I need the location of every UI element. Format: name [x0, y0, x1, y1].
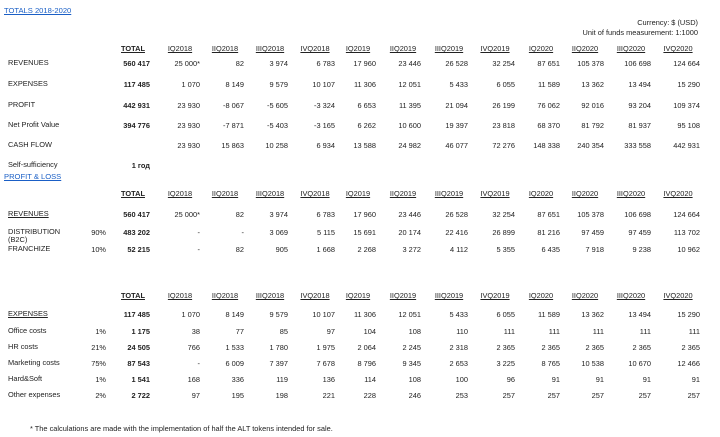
pl_expenses-cell: 257: [547, 391, 560, 400]
totals-cell: 23 930: [177, 141, 200, 150]
pl-rev-col-header-ivq2019: IVQ2019: [480, 189, 510, 198]
totals-cell: 106 698: [624, 59, 651, 68]
totals-cell: 23 930: [177, 121, 200, 131]
totals-cell: 11 306: [353, 80, 376, 89]
pl_expenses-row-label: EXPENSES: [8, 309, 48, 318]
pl_expenses-row-pct: 2%: [95, 391, 106, 400]
totals-row-total: 560 417: [123, 59, 150, 68]
totals-cell: 46 077: [445, 141, 468, 150]
pl-exp-col-header-ivq2020: IVQ2020: [663, 291, 693, 300]
pl_expenses-cell: 111: [548, 326, 560, 336]
totals-cell: -5 403: [267, 121, 288, 131]
pl_revenues-cell: 97 459: [628, 228, 651, 237]
pl_revenues-row-label: REVENUES: [8, 209, 49, 218]
pl_expenses-cell: 2 653: [449, 358, 468, 368]
pl-exp-col-header-ivq2019: IVQ2019: [480, 291, 510, 300]
pl_expenses-cell: 38: [191, 326, 200, 336]
pl_expenses-cell: 108: [408, 326, 421, 336]
totals-cell: 124 664: [673, 59, 700, 68]
pl_expenses-cell: 7 397: [269, 358, 288, 368]
pl_revenues-row-pct: 90%: [91, 228, 106, 237]
pl-rev-col-header-iiq2018: IIQ2018: [211, 189, 239, 198]
footnote: * The calculations are made with the implementation of half the ALT tokens intended for sale.: [30, 424, 333, 433]
pl_expenses-cell: 257: [502, 391, 515, 400]
totals-cell: 442 931: [673, 141, 700, 150]
totals-cell: 240 354: [577, 141, 604, 150]
pl_revenues-cell: 105 378: [577, 210, 604, 219]
pl_expenses-cell: 253: [455, 391, 468, 400]
pl_revenues-cell: 22 416: [445, 228, 468, 237]
pl_revenues-cell: 905: [275, 245, 288, 254]
pl_revenues-row-label: DISTRIBUTION (B2C): [8, 227, 61, 244]
pl_expenses-row-total: 117 485: [123, 310, 150, 319]
totals-col-header-iq2020: IQ2020: [528, 44, 554, 53]
totals-cell: 13 362: [581, 80, 604, 89]
pl-rev-col-header-iiiq2018: IIIQ2018: [255, 189, 285, 198]
pl_expenses-cell: 2 245: [402, 342, 421, 352]
totals-cell: 109 374: [673, 101, 700, 110]
totals-cell: 6 934: [316, 141, 335, 150]
pl_revenues-cell: 7 918: [585, 245, 604, 254]
totals-cell: 81 792: [581, 121, 604, 131]
pl_expenses-cell: 2 365: [496, 342, 515, 352]
pl_expenses-cell: 257: [638, 391, 651, 400]
totals-cell: -8 067: [223, 101, 244, 110]
pl_revenues-cell: -: [197, 245, 200, 254]
pl_expenses-cell: 2 365: [681, 342, 700, 352]
profit-loss-link[interactable]: PROFIT & LOSS: [4, 172, 62, 181]
totals-col-header-iiq2018: IIQ2018: [211, 44, 239, 53]
pl_revenues-cell: 124 664: [673, 210, 700, 219]
pl_expenses-row-total: 2 722: [131, 391, 150, 400]
totals-cell: 13 588: [353, 141, 376, 150]
pl-exp-col-header-total: TOTAL: [121, 291, 145, 300]
pl_expenses-cell: 6 009: [225, 358, 244, 368]
pl-exp-col-header-iiiq2020: IIIQ2020: [616, 291, 646, 300]
pl_expenses-cell: 198: [275, 391, 288, 400]
totals-cell: 19 397: [445, 121, 468, 131]
pl_expenses-row-label: Other expenses: [8, 390, 61, 399]
pl_revenues-row-total: 52 215: [127, 245, 150, 254]
totals-cell: 11 589: [537, 80, 560, 89]
pl_expenses-row-pct: 75%: [91, 358, 106, 368]
pl_revenues-cell: 25 000*: [174, 210, 200, 219]
totals-col-header-iq2019: IQ2019: [345, 44, 371, 53]
pl_expenses-cell: 96: [506, 374, 515, 384]
pl_expenses-cell: 10 670: [628, 358, 651, 368]
totals-cell: 6 783: [316, 59, 335, 68]
totals-cell: -5 605: [267, 101, 288, 110]
pl-rev-col-header-ivq2018: IVQ2018: [300, 189, 330, 198]
totals-row-label: EXPENSES: [8, 79, 48, 88]
pl_revenues-cell: 5 355: [496, 245, 515, 254]
pl_revenues-cell: 20 174: [398, 228, 421, 237]
totals-col-header-iiiq2020: IIIQ2020: [616, 44, 646, 53]
totals-row-label: Self-sufficiency: [8, 160, 58, 169]
totals-cell: 10 107: [312, 80, 335, 89]
pl_revenues-cell: 5 115: [317, 228, 335, 237]
pl-exp-col-header-ivq2018: IVQ2018: [300, 291, 330, 300]
totals-cell: 17 960: [353, 59, 376, 68]
totals-row-total: 442 931: [123, 101, 150, 110]
totals-cell: 95 108: [677, 121, 700, 131]
pl_expenses-row-label: HR costs: [8, 341, 38, 351]
pl_expenses-row-pct: 1%: [95, 326, 106, 336]
pl_expenses-cell: 77: [235, 326, 244, 336]
pl-exp-col-header-iiq2020: IIQ2020: [571, 291, 599, 300]
pl-exp-col-header-iiiq2018: IIIQ2018: [255, 291, 285, 300]
totals-cell: 8 149: [225, 80, 244, 89]
totals-cell: 68 370: [537, 121, 560, 131]
pl_revenues-cell: 1 668: [316, 245, 335, 254]
pl-exp-col-header-iq2020: IQ2020: [528, 291, 554, 300]
pl_revenues-cell: 106 698: [624, 210, 651, 219]
pl_revenues-cell: 9 238: [632, 245, 651, 254]
pl-rev-col-header-iiiq2020: IIIQ2020: [616, 189, 646, 198]
pl_expenses-cell: -: [197, 358, 200, 368]
totals-col-header-iq2018: IQ2018: [167, 44, 193, 53]
totals-cell: 10 600: [398, 121, 421, 131]
pl_revenues-cell: 6 435: [541, 245, 560, 254]
pl_expenses-cell: 100: [455, 374, 468, 384]
pl_revenues-row-pct: 10%: [91, 245, 106, 254]
totals-cell: 26 199: [492, 101, 515, 110]
pl_expenses-row-label: Office costs: [8, 325, 47, 335]
pl-rev-col-header-total: TOTAL: [121, 189, 145, 198]
pl_expenses-cell: 1 975: [316, 342, 335, 352]
pl_expenses-cell: 91: [642, 374, 651, 384]
pl_expenses-cell: 91: [691, 374, 700, 384]
totals-cell: 6 055: [496, 80, 515, 89]
totals-col-header-ivq2018: IVQ2018: [300, 44, 330, 53]
totals-cell: 92 016: [581, 101, 604, 110]
totals-cell: 87 651: [537, 59, 560, 68]
pl_expenses-cell: 1 070: [181, 310, 200, 319]
pl_expenses-cell: 2 365: [585, 342, 604, 352]
totals-link[interactable]: TOTALS 2018-2020: [4, 6, 72, 15]
pl_expenses-cell: 5 433: [449, 310, 468, 319]
pl_revenues-cell: 26 528: [445, 210, 468, 219]
pl_expenses-cell: 111: [592, 326, 604, 336]
totals-col-header-total: TOTAL: [121, 44, 145, 53]
pl_expenses-row-total: 87 543: [127, 358, 150, 368]
pl_expenses-cell: 8 149: [225, 310, 244, 319]
pl_revenues-cell: 32 254: [492, 210, 515, 219]
totals-row-total: 117 485: [123, 80, 150, 89]
pl-rev-col-header-ivq2020: IVQ2020: [663, 189, 693, 198]
pl_expenses-cell: 104: [363, 326, 376, 336]
pl_expenses-cell: 13 494: [628, 310, 651, 319]
pl_revenues-cell: 3 069: [269, 228, 288, 237]
totals-col-header-iiiq2018: IIIQ2018: [255, 44, 285, 53]
totals-cell: 5 433: [449, 80, 468, 89]
totals-cell: 13 494: [628, 80, 651, 89]
pl_expenses-cell: 6 055: [496, 310, 515, 319]
totals-cell: 9 579: [269, 80, 288, 89]
pl_expenses-cell: 11 306: [353, 310, 376, 319]
currency-label: Currency: $ (USD): [637, 18, 698, 27]
pl_expenses-cell: 97: [191, 391, 200, 400]
pl_expenses-cell: 114: [364, 374, 376, 384]
pl_expenses-cell: 7 678: [316, 358, 335, 368]
pl_expenses-cell: 228: [363, 391, 376, 400]
pl-rev-col-header-iiq2020: IIQ2020: [571, 189, 599, 198]
totals-cell: 93 204: [628, 101, 651, 110]
pl_expenses-cell: 10 538: [581, 358, 604, 368]
pl-exp-col-header-iiq2018: IIQ2018: [211, 291, 239, 300]
pl_expenses-row-total: 1 175: [131, 326, 150, 336]
pl_expenses-cell: 221: [322, 391, 335, 400]
totals-col-header-ivq2020: IVQ2020: [663, 44, 693, 53]
pl_expenses-cell: 2 318: [449, 342, 468, 352]
pl_expenses-row-pct: 21%: [91, 342, 106, 352]
pl_expenses-cell: 111: [639, 326, 651, 336]
totals-cell: 23 818: [492, 121, 515, 131]
pl-exp-col-header-iiiq2019: IIIQ2019: [434, 291, 464, 300]
pl_revenues-cell: 23 446: [398, 210, 421, 219]
pl_expenses-cell: 91: [551, 374, 560, 384]
totals-cell: 3 974: [269, 59, 288, 68]
pl_revenues-cell: 2 268: [357, 245, 376, 254]
totals-cell: 21 094: [445, 101, 468, 110]
pl_expenses-row-total: 24 505: [127, 342, 150, 352]
pl_revenues-cell: 113 702: [673, 228, 700, 237]
pl-rev-col-header-iq2020: IQ2020: [528, 189, 554, 198]
pl_expenses-cell: 9 345: [402, 358, 421, 368]
totals-cell: 105 378: [577, 59, 604, 68]
pl_revenues-cell: 10 962: [677, 245, 700, 254]
totals-cell: 26 528: [445, 59, 468, 68]
pl_expenses-row-label: Hard&Soft: [8, 373, 43, 383]
pl_expenses-cell: 111: [503, 326, 515, 336]
pl-rev-col-header-iq2018: IQ2018: [167, 189, 193, 198]
pl_revenues-cell: 4 112: [450, 245, 468, 254]
pl_revenues-cell: 3 974: [269, 210, 288, 219]
pl_expenses-cell: 9 579: [269, 310, 288, 319]
pl_revenues-cell: 26 899: [492, 228, 515, 237]
totals-cell: 6 653: [357, 101, 376, 110]
pl_expenses-row-total: 1 541: [131, 374, 150, 384]
pl_revenues-cell: -: [197, 228, 200, 237]
totals-cell: 10 258: [265, 141, 288, 150]
pl_expenses-cell: 257: [591, 391, 604, 400]
totals-cell: 81 937: [628, 121, 651, 131]
pl_revenues-cell: 17 960: [353, 210, 376, 219]
pl_revenues-cell: 81 216: [537, 228, 560, 237]
pl_expenses-cell: 766: [187, 342, 200, 352]
pl_revenues-row-total: 483 202: [123, 228, 150, 237]
pl_expenses-cell: 195: [231, 391, 244, 400]
totals-cell: 32 254: [492, 59, 515, 68]
totals-cell: 6 262: [357, 121, 376, 131]
pl_expenses-cell: 2 365: [541, 342, 560, 352]
totals-cell: -3 324: [314, 101, 335, 110]
totals-row-total: 394 776: [123, 121, 150, 131]
pl_expenses-cell: 246: [408, 391, 421, 400]
totals-row-label: Net Profit Value: [8, 120, 60, 130]
pl_expenses-cell: 2 064: [357, 342, 376, 352]
pl_expenses-cell: 13 362: [581, 310, 604, 319]
totals-cell: 148 338: [533, 141, 560, 150]
totals-cell: 82: [235, 59, 244, 68]
pl-rev-col-header-iiq2019: IIQ2019: [389, 189, 417, 198]
pl_expenses-cell: 108: [408, 374, 421, 384]
pl_expenses-cell: 111: [688, 326, 700, 336]
pl_revenues-cell: 82: [235, 245, 244, 254]
pl_expenses-cell: 119: [276, 374, 288, 384]
pl_revenues-row-label: FRANCHIZE: [8, 244, 51, 253]
pl_revenues-cell: 87 651: [537, 210, 560, 219]
pl_expenses-cell: 91: [595, 374, 604, 384]
pl_revenues-cell: 3 272: [402, 245, 421, 254]
pl_expenses-cell: 10 107: [312, 310, 335, 319]
totals-cell: 24 982: [398, 141, 421, 150]
pl_expenses-row-label: Marketing costs: [8, 357, 60, 367]
totals-cell: 15 863: [221, 141, 244, 150]
pl_revenues-cell: -: [241, 228, 244, 237]
pl_expenses-cell: 257: [687, 391, 700, 400]
totals-col-header-iiiq2019: IIIQ2019: [434, 44, 464, 53]
pl_expenses-cell: 110: [456, 326, 468, 336]
pl_expenses-cell: 8 796: [357, 358, 376, 368]
totals-col-header-iiq2020: IIQ2020: [571, 44, 599, 53]
totals-row-label: CASH FLOW: [8, 140, 52, 149]
totals-cell: 72 276: [492, 141, 515, 150]
pl_expenses-cell: 12 466: [677, 358, 700, 368]
totals-cell: 15 290: [677, 80, 700, 89]
pl_expenses-cell: 1 533: [225, 342, 244, 352]
pl_expenses-cell: 8 765: [541, 358, 560, 368]
totals-row-total: 1 год: [131, 161, 150, 170]
pl_revenues-cell: 15 691: [353, 228, 376, 237]
pl_expenses-cell: 168: [187, 374, 200, 384]
pl_expenses-row-pct: 1%: [95, 374, 106, 384]
pl_expenses-cell: 12 051: [398, 310, 421, 319]
pl-exp-col-header-iq2018: IQ2018: [167, 291, 193, 300]
totals-cell: 11 395: [398, 101, 421, 110]
unit-label: Unit of funds measurement: 1:1000: [582, 28, 698, 37]
totals-cell: 76 062: [537, 101, 560, 110]
totals-cell: 1 070: [181, 80, 200, 89]
pl_expenses-cell: 2 365: [632, 342, 651, 352]
pl_revenues-cell: 6 783: [316, 210, 335, 219]
totals-cell: 12 051: [398, 80, 421, 89]
pl-rev-col-header-iiiq2019: IIIQ2019: [434, 189, 464, 198]
totals-col-header-ivq2019: IVQ2019: [480, 44, 510, 53]
pl_expenses-cell: 85: [279, 326, 288, 336]
pl_expenses-cell: 3 225: [496, 358, 515, 368]
pl_revenues-row-total: 560 417: [123, 210, 150, 219]
totals-row-label: PROFIT: [8, 100, 36, 109]
pl-exp-col-header-iq2019: IQ2019: [345, 291, 371, 300]
pl_expenses-cell: 97: [326, 326, 335, 336]
pl_expenses-cell: 1 780: [269, 342, 288, 352]
pl-exp-col-header-iiq2019: IIQ2019: [389, 291, 417, 300]
totals-cell: -3 165: [314, 121, 335, 131]
totals-cell: 23 930: [177, 101, 200, 110]
pl_revenues-cell: 82: [235, 210, 244, 219]
pl_expenses-cell: 136: [322, 374, 335, 384]
totals-row-label: REVENUES: [8, 58, 49, 67]
pl_expenses-cell: 11 589: [537, 310, 560, 319]
totals-cell: 333 558: [624, 141, 651, 150]
pl_revenues-cell: 97 459: [581, 228, 604, 237]
pl-rev-col-header-iq2019: IQ2019: [345, 189, 371, 198]
totals-cell: -7 871: [223, 121, 244, 131]
pl_expenses-cell: 336: [231, 374, 244, 384]
totals-cell: 25 000*: [174, 59, 200, 68]
totals-col-header-iiq2019: IIQ2019: [389, 44, 417, 53]
pl_expenses-cell: 15 290: [677, 310, 700, 319]
totals-cell: 23 446: [398, 59, 421, 68]
